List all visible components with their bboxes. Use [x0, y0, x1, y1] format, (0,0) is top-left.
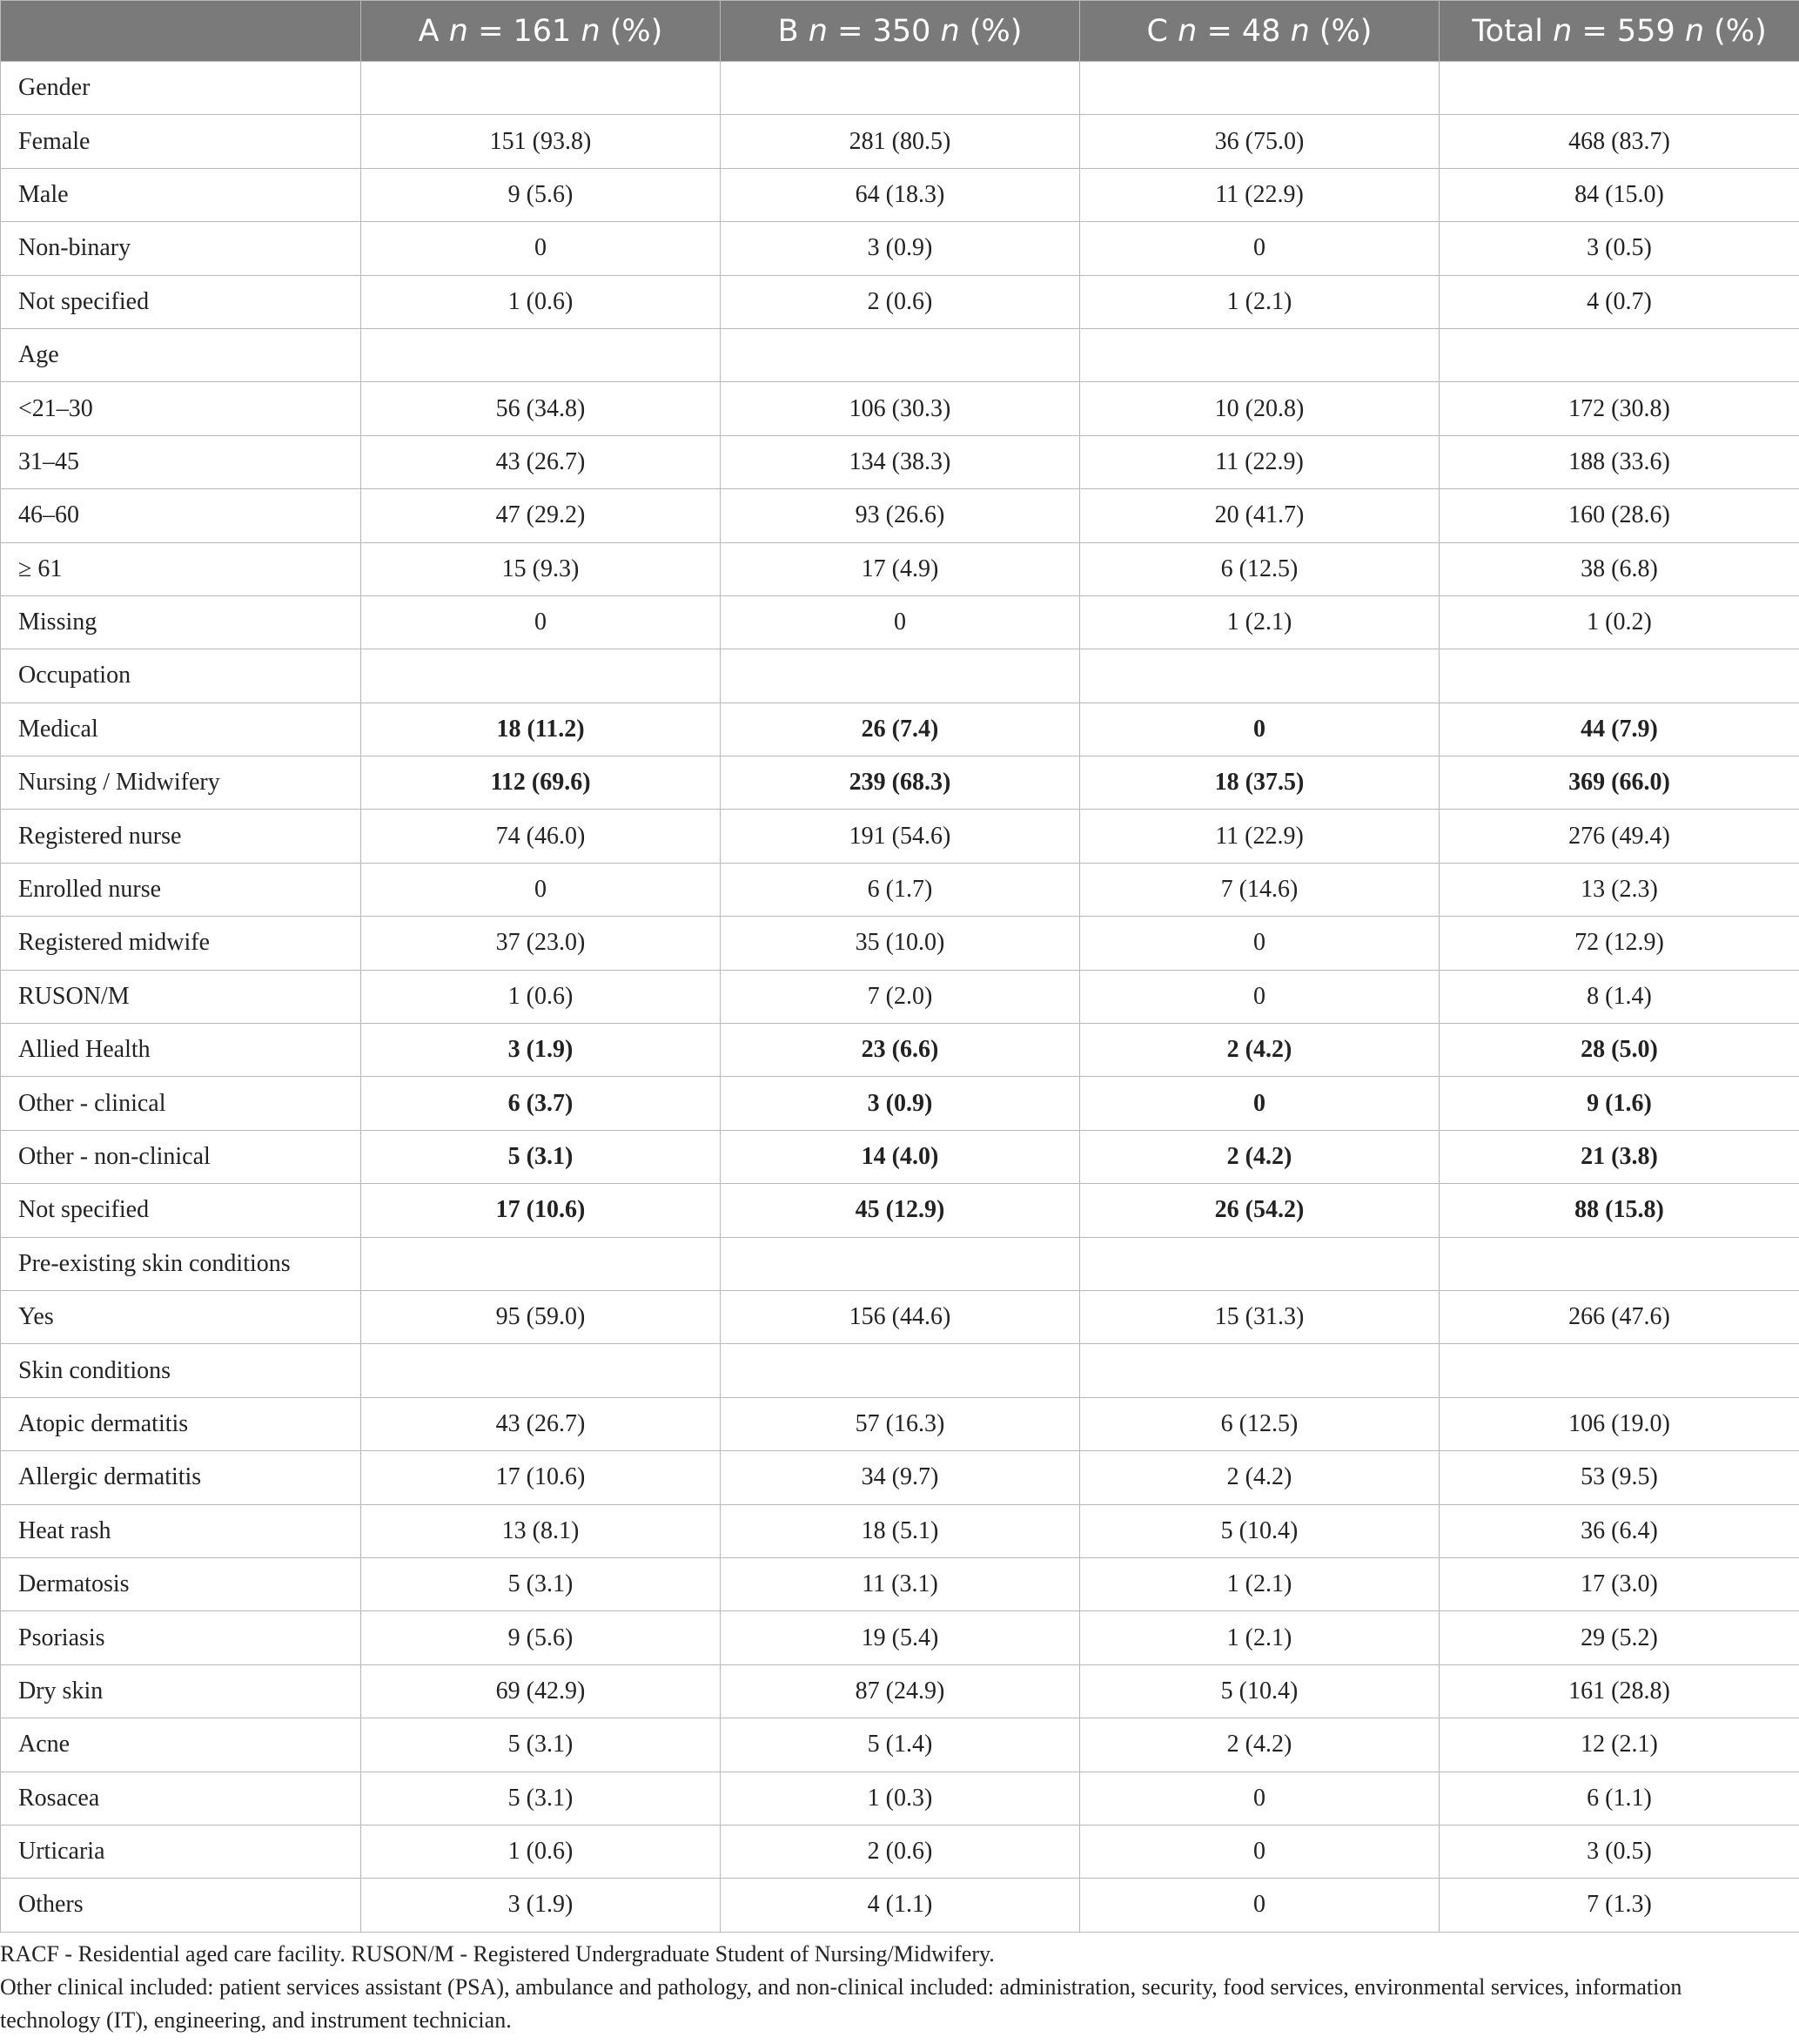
cell-value: 281 (80.5)	[721, 115, 1080, 168]
cell-value	[361, 649, 721, 703]
cell-value: 28 (5.0)	[1440, 1024, 1799, 1077]
cell-value: 13 (2.3)	[1440, 863, 1799, 916]
cell-value: 7 (1.3)	[1440, 1879, 1799, 1932]
table-row	[1, 1879, 1799, 1932]
table-row	[1, 1664, 1799, 1718]
cell-value: 0	[1080, 1879, 1440, 1932]
cell-value: 6 (3.7)	[361, 1077, 721, 1130]
table-row	[1, 222, 1799, 275]
cell-value: 21 (3.8)	[1440, 1130, 1799, 1183]
cell-value: 191 (54.6)	[721, 810, 1080, 863]
table-row	[1, 1130, 1799, 1183]
cell-value: 10 (20.8)	[1080, 382, 1440, 435]
cell-value: 13 (8.1)	[361, 1504, 721, 1557]
cell-value: 3 (0.9)	[721, 1077, 1080, 1130]
cell-value: 17 (3.0)	[1440, 1557, 1799, 1610]
table-row	[1, 1344, 1799, 1397]
cell-value: 37 (23.0)	[361, 917, 721, 970]
cell-value: 7 (2.0)	[721, 970, 1080, 1023]
cell-value	[361, 1237, 721, 1290]
cell-value	[721, 649, 1080, 703]
cell-value: 87 (24.9)	[721, 1664, 1080, 1718]
table-row	[1, 649, 1799, 703]
cell-value: 14 (4.0)	[721, 1130, 1080, 1183]
header-blank-cell	[1, 1, 361, 62]
cell-value: 0	[1080, 1077, 1440, 1130]
cell-value: 156 (44.6)	[721, 1290, 1080, 1343]
footnote-occupation-definitions: Other clinical included: patient services assistant (PSA), ambulance and pathology, and non-clinical included: administration, security, food services, environmental services, information technology (IT), engineering, and instrument technician.	[0, 1974, 1682, 2033]
row-label: Not specified	[1, 1184, 361, 1237]
row-label: Not specified	[1, 275, 361, 328]
row-label: ≥ 61	[1, 542, 361, 595]
cell-value	[1440, 1237, 1799, 1290]
cell-value: 84 (15.0)	[1440, 168, 1799, 221]
cell-value: 45 (12.9)	[721, 1184, 1080, 1237]
cell-value: 26 (54.2)	[1080, 1184, 1440, 1237]
cell-value: 17 (4.9)	[721, 542, 1080, 595]
cell-value	[1080, 62, 1440, 115]
table-body	[1, 62, 1799, 1933]
row-label: Registered nurse	[1, 810, 361, 863]
row-label: <21–30	[1, 382, 361, 435]
row-label: Age	[1, 328, 361, 381]
cell-value: 369 (66.0)	[1440, 756, 1799, 810]
cell-value: 36 (75.0)	[1080, 115, 1440, 168]
cell-value: 15 (31.3)	[1080, 1290, 1440, 1343]
table-row	[1, 810, 1799, 863]
cell-value: 93 (26.6)	[721, 489, 1080, 542]
row-label: Dry skin	[1, 1664, 361, 1718]
cell-value: 1 (2.1)	[1080, 1611, 1440, 1664]
cell-value	[361, 328, 721, 381]
cell-value: 172 (30.8)	[1440, 382, 1799, 435]
cell-value: 3 (1.9)	[361, 1024, 721, 1077]
row-label: Urticaria	[1, 1825, 361, 1878]
cell-value: 1 (0.3)	[721, 1772, 1080, 1825]
table-footnotes	[0, 1938, 1776, 2037]
cell-value	[1080, 649, 1440, 703]
cell-value: 43 (26.7)	[361, 1397, 721, 1450]
row-label: Non-binary	[1, 222, 361, 275]
cell-value: 0	[721, 595, 1080, 649]
row-label: Dermatosis	[1, 1557, 361, 1610]
cell-value: 1 (0.2)	[1440, 595, 1799, 649]
cell-value: 468 (83.7)	[1440, 115, 1799, 168]
row-label: Missing	[1, 595, 361, 649]
cell-value: 112 (69.6)	[361, 756, 721, 810]
row-label: Pre-existing skin conditions	[1, 1237, 361, 1290]
cell-value	[1080, 1344, 1440, 1397]
row-label: Registered midwife	[1, 917, 361, 970]
cell-value: 69 (42.9)	[361, 1664, 721, 1718]
cell-value	[1440, 62, 1799, 115]
cell-value: 26 (7.4)	[721, 703, 1080, 756]
cell-value: 2 (4.2)	[1080, 1718, 1440, 1772]
cell-value: 3 (0.5)	[1440, 222, 1799, 275]
cell-value: 43 (26.7)	[361, 435, 721, 488]
cell-value: 5 (3.1)	[361, 1557, 721, 1610]
cell-value: 8 (1.4)	[1440, 970, 1799, 1023]
cell-value: 9 (1.6)	[1440, 1077, 1799, 1130]
cell-value: 2 (4.2)	[1080, 1451, 1440, 1504]
cell-value: 0	[1080, 970, 1440, 1023]
cell-value: 5 (3.1)	[361, 1772, 721, 1825]
cell-value: 11 (22.9)	[1080, 810, 1440, 863]
cell-value: 4 (0.7)	[1440, 275, 1799, 328]
table-row	[1, 1024, 1799, 1077]
cell-value: 5 (1.4)	[721, 1718, 1080, 1772]
row-label: Other - clinical	[1, 1077, 361, 1130]
cell-value	[1440, 649, 1799, 703]
row-label: Allied Health	[1, 1024, 361, 1077]
table-row	[1, 1451, 1799, 1504]
header-col-total: Total n = 559 n (%)	[1440, 1, 1799, 62]
cell-value: 1 (2.1)	[1080, 275, 1440, 328]
cell-value: 0	[361, 595, 721, 649]
cell-value: 2 (0.6)	[721, 1825, 1080, 1878]
table-row	[1, 115, 1799, 168]
cell-value: 64 (18.3)	[721, 168, 1080, 221]
table-row	[1, 863, 1799, 916]
table-row	[1, 1237, 1799, 1290]
cell-value: 0	[361, 863, 721, 916]
cell-value: 5 (10.4)	[1080, 1664, 1440, 1718]
cell-value: 5 (3.1)	[361, 1130, 721, 1183]
table-row	[1, 1825, 1799, 1878]
header-col-b: B n = 350 n (%)	[721, 1, 1080, 62]
cell-value: 88 (15.8)	[1440, 1184, 1799, 1237]
table-row	[1, 1718, 1799, 1772]
row-label: RUSON/M	[1, 970, 361, 1023]
cell-value: 44 (7.9)	[1440, 703, 1799, 756]
cell-value: 151 (93.8)	[361, 115, 721, 168]
table-row	[1, 1772, 1799, 1825]
cell-value: 23 (6.6)	[721, 1024, 1080, 1077]
row-label: Rosacea	[1, 1772, 361, 1825]
cell-value: 0	[1080, 1772, 1440, 1825]
table-row	[1, 1504, 1799, 1557]
row-label: 46–60	[1, 489, 361, 542]
cell-value: 29 (5.2)	[1440, 1611, 1799, 1664]
cell-value	[361, 62, 721, 115]
cell-value: 1 (0.6)	[361, 275, 721, 328]
cell-value	[1440, 1344, 1799, 1397]
cell-value: 18 (37.5)	[1080, 756, 1440, 810]
cell-value: 12 (2.1)	[1440, 1718, 1799, 1772]
cell-value	[361, 1344, 721, 1397]
table-row	[1, 970, 1799, 1023]
cell-value: 11 (22.9)	[1080, 435, 1440, 488]
cell-value: 2 (0.6)	[721, 275, 1080, 328]
cell-value	[1080, 328, 1440, 381]
row-label: Male	[1, 168, 361, 221]
cell-value: 57 (16.3)	[721, 1397, 1080, 1450]
cell-value: 6 (1.1)	[1440, 1772, 1799, 1825]
row-label: Medical	[1, 703, 361, 756]
table-row	[1, 1077, 1799, 1130]
row-label: Allergic dermatitis	[1, 1451, 361, 1504]
cell-value: 5 (10.4)	[1080, 1504, 1440, 1557]
cell-value: 1 (2.1)	[1080, 1557, 1440, 1610]
header-col-a: A n = 161 n (%)	[361, 1, 721, 62]
cell-value	[1080, 1237, 1440, 1290]
cell-value: 47 (29.2)	[361, 489, 721, 542]
cell-value: 35 (10.0)	[721, 917, 1080, 970]
cell-value: 15 (9.3)	[361, 542, 721, 595]
row-label: Atopic dermatitis	[1, 1397, 361, 1450]
cell-value: 1 (2.1)	[1080, 595, 1440, 649]
row-label: Gender	[1, 62, 361, 115]
cell-value: 160 (28.6)	[1440, 489, 1799, 542]
row-label: Heat rash	[1, 1504, 361, 1557]
table-row	[1, 542, 1799, 595]
row-label: Nursing / Midwifery	[1, 756, 361, 810]
cell-value: 17 (10.6)	[361, 1184, 721, 1237]
table-row	[1, 595, 1799, 649]
table-row	[1, 756, 1799, 810]
table-row	[1, 382, 1799, 435]
cell-value: 19 (5.4)	[721, 1611, 1080, 1664]
cell-value: 17 (10.6)	[361, 1451, 721, 1504]
row-label: Occupation	[1, 649, 361, 703]
table-row	[1, 1611, 1799, 1664]
row-label: Yes	[1, 1290, 361, 1343]
table-row	[1, 435, 1799, 488]
cell-value: 9 (5.6)	[361, 168, 721, 221]
cell-value	[721, 1344, 1080, 1397]
cell-value: 2 (4.2)	[1080, 1130, 1440, 1183]
table-row	[1, 168, 1799, 221]
cell-value: 20 (41.7)	[1080, 489, 1440, 542]
cell-value: 11 (3.1)	[721, 1557, 1080, 1610]
cell-value	[721, 1237, 1080, 1290]
row-label: Other - non-clinical	[1, 1130, 361, 1183]
row-label: Acne	[1, 1718, 361, 1772]
row-label: Skin conditions	[1, 1344, 361, 1397]
cell-value: 3 (0.5)	[1440, 1825, 1799, 1878]
table-row	[1, 1557, 1799, 1610]
header-row	[1, 1, 1799, 62]
cell-value: 56 (34.8)	[361, 382, 721, 435]
cell-value: 3 (0.9)	[721, 222, 1080, 275]
table-row	[1, 917, 1799, 970]
cell-value	[721, 328, 1080, 381]
cell-value: 0	[361, 222, 721, 275]
table-row	[1, 489, 1799, 542]
cell-value: 0	[1080, 222, 1440, 275]
cell-value: 95 (59.0)	[361, 1290, 721, 1343]
table-row	[1, 1290, 1799, 1343]
table-row	[1, 703, 1799, 756]
cell-value: 134 (38.3)	[721, 435, 1080, 488]
cell-value: 18 (5.1)	[721, 1504, 1080, 1557]
row-label: Enrolled nurse	[1, 863, 361, 916]
cell-value: 38 (6.8)	[1440, 542, 1799, 595]
cell-value: 4 (1.1)	[721, 1879, 1080, 1932]
cell-value: 106 (30.3)	[721, 382, 1080, 435]
table-row	[1, 1397, 1799, 1450]
cell-value: 106 (19.0)	[1440, 1397, 1799, 1450]
cell-value: 6 (12.5)	[1080, 1397, 1440, 1450]
cell-value: 1 (0.6)	[361, 970, 721, 1023]
cell-value: 74 (46.0)	[361, 810, 721, 863]
cell-value: 7 (14.6)	[1080, 863, 1440, 916]
cell-value: 53 (9.5)	[1440, 1451, 1799, 1504]
cell-value: 266 (47.6)	[1440, 1290, 1799, 1343]
row-label: Female	[1, 115, 361, 168]
header-col-c: C n = 48 n (%)	[1080, 1, 1440, 62]
cell-value: 5 (3.1)	[361, 1718, 721, 1772]
footnote-abbreviations: RACF - Residential aged care facility. RUSON/M - Registered Undergraduate Student of Nursing/Midwifery.	[0, 1941, 995, 1967]
table-row	[1, 275, 1799, 328]
cell-value: 0	[1080, 703, 1440, 756]
table-row	[1, 62, 1799, 115]
cell-value: 3 (1.9)	[361, 1879, 721, 1932]
cell-value: 239 (68.3)	[721, 756, 1080, 810]
cell-value: 2 (4.2)	[1080, 1024, 1440, 1077]
cell-value: 6 (1.7)	[721, 863, 1080, 916]
cell-value: 11 (22.9)	[1080, 168, 1440, 221]
row-label: Others	[1, 1879, 361, 1932]
cell-value: 161 (28.8)	[1440, 1664, 1799, 1718]
cell-value	[721, 62, 1080, 115]
cell-value: 72 (12.9)	[1440, 917, 1799, 970]
table-row	[1, 1184, 1799, 1237]
cell-value: 1 (0.6)	[361, 1825, 721, 1878]
row-label: Psoriasis	[1, 1611, 361, 1664]
cell-value: 0	[1080, 917, 1440, 970]
cell-value: 188 (33.6)	[1440, 435, 1799, 488]
cell-value: 18 (11.2)	[361, 703, 721, 756]
table-row	[1, 328, 1799, 381]
cell-value: 9 (5.6)	[361, 1611, 721, 1664]
cell-value: 276 (49.4)	[1440, 810, 1799, 863]
cell-value: 34 (9.7)	[721, 1451, 1080, 1504]
cell-value	[1440, 328, 1799, 381]
row-label: 31–45	[1, 435, 361, 488]
cell-value: 36 (6.4)	[1440, 1504, 1799, 1557]
cell-value: 6 (12.5)	[1080, 542, 1440, 595]
cell-value: 0	[1080, 1825, 1440, 1878]
